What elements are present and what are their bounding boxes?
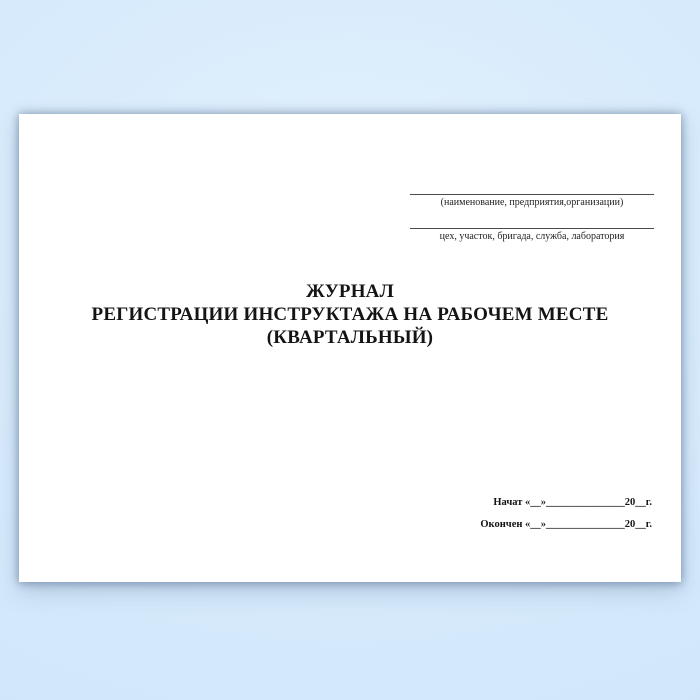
journal-cover-page <box>19 114 681 582</box>
date-started-line: Начат «__»_______________20__г. <box>493 497 652 508</box>
journal-title-line-2: РЕГИСТРАЦИИ ИНСТРУКТАЖА НА РАБОЧЕМ МЕСТЕ <box>91 304 609 325</box>
journal-title <box>19 280 681 349</box>
date-finished-line: Окончен «__»_______________20__г. <box>480 519 652 530</box>
journal-title-line-1: ЖУРНАЛ <box>306 281 394 302</box>
journal-dates-block <box>480 496 652 531</box>
journal-title-line-3: (КВАРТАЛЬНЫЙ) <box>266 327 434 348</box>
department-blank-line <box>410 216 654 229</box>
organization-name-field <box>410 182 654 209</box>
organization-name-caption: (наименование, предприятия,организации) <box>440 197 624 208</box>
department-field <box>410 216 654 243</box>
organization-name-blank-line <box>410 182 654 195</box>
org-fields-block <box>410 182 654 243</box>
department-caption: цех, участок, бригада, служба, лаборатория <box>439 231 625 242</box>
